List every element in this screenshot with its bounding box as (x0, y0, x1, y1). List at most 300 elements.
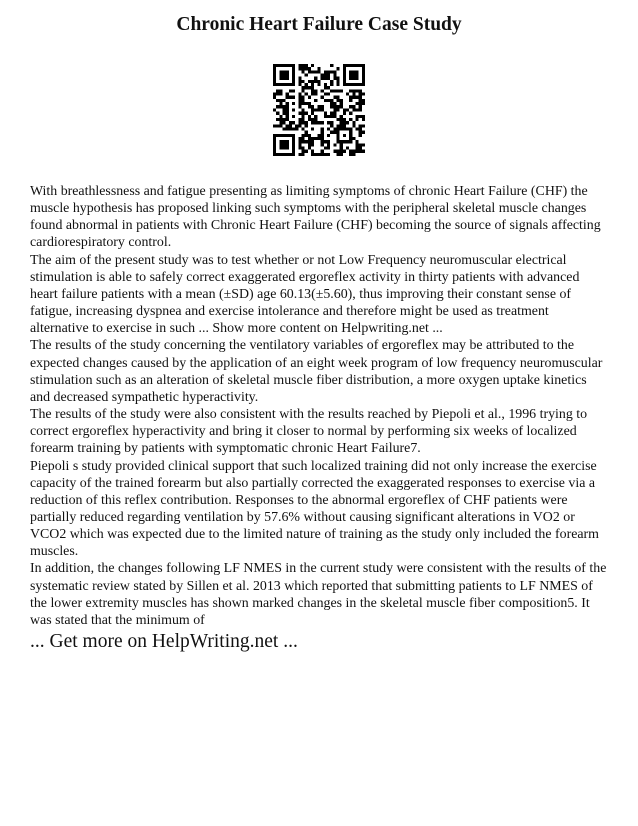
qr-module (359, 143, 362, 146)
qr-module (279, 102, 282, 105)
qr-module (305, 121, 308, 124)
qr-module (333, 102, 336, 105)
paragraph: Piepoli s study provided clinical support that such localized training did not only increase the exercise capacity of the trained forearm but also partially corrected the exaggerated responses to exercise via a reduction of this reflex contribution. Responses to the abnormal ergoreflex of CHF patients were partially reduced regarding ventilation by 57.6% without causing significant alterations in VO2 or VCO2 which was expected due to the limited nature of training as the study only included the forearm muscles. (30, 458, 599, 560)
qr-module (302, 112, 305, 115)
qr-module (311, 89, 314, 92)
qr-module (349, 77, 352, 80)
qr-module (283, 146, 286, 149)
qr-module (314, 108, 317, 111)
qr-module (283, 77, 286, 80)
qr-module (355, 115, 358, 118)
qr-module (286, 93, 289, 96)
qr-module (302, 146, 305, 149)
qr-module (298, 118, 301, 121)
qr-module (273, 93, 276, 96)
qr-module (355, 108, 358, 111)
qr-module (330, 64, 333, 67)
qr-module (355, 74, 358, 77)
qr-module (298, 140, 301, 143)
qr-module (302, 102, 305, 105)
qr-module (346, 127, 349, 130)
qr-module (273, 74, 276, 77)
qr-module (362, 93, 365, 96)
qr-module (343, 127, 346, 130)
qr-module (279, 64, 282, 67)
qr-module (317, 105, 320, 108)
qr-module (336, 127, 339, 130)
qr-module (352, 64, 355, 67)
qr-module (330, 70, 333, 73)
qr-module (340, 124, 343, 127)
qr-module (279, 143, 282, 146)
qr-module (286, 143, 289, 146)
qr-module (302, 96, 305, 99)
qr-module (302, 86, 305, 89)
qr-module (302, 67, 305, 70)
qr-module (273, 143, 276, 146)
qr-module (362, 115, 365, 118)
qr-module (276, 124, 279, 127)
qr-module (273, 153, 276, 156)
qr-module (286, 102, 289, 105)
qr-module (273, 67, 276, 70)
qr-module (283, 64, 286, 67)
qr-module (333, 74, 336, 77)
qr-module (362, 80, 365, 83)
qr-module (298, 124, 301, 127)
qr-module (333, 108, 336, 111)
qr-module (362, 64, 365, 67)
qr-module (286, 77, 289, 80)
qr-module (283, 99, 286, 102)
qr-module (340, 118, 343, 121)
qr-module (355, 150, 358, 153)
qr-module (289, 64, 292, 67)
qr-module (327, 86, 330, 89)
qr-module (321, 150, 324, 153)
qr-module (336, 140, 339, 143)
paragraph: In addition, the changes following LF NMES in the current study were consistent with the results of the systematic review stated by Sillen et al. 2013 which reported that submitting patients to LF NMES of the lower extremity muscles has shown marked changes in the skeletal muscle fiber composition5. It was stated that the minimum of (30, 561, 607, 628)
qr-module (292, 83, 295, 86)
qr-module (286, 112, 289, 115)
qr-module (298, 83, 301, 86)
qr-module (308, 105, 311, 108)
qr-module (359, 124, 362, 127)
qr-module (343, 124, 346, 127)
qr-module (286, 70, 289, 73)
qr-module (355, 102, 358, 105)
qr-module (355, 146, 358, 149)
qr-module (283, 74, 286, 77)
qr-module (311, 112, 314, 115)
qr-module (340, 89, 343, 92)
qr-module (333, 127, 336, 130)
qr-module (340, 115, 343, 118)
qr-module (311, 143, 314, 146)
qr-code-graphic (273, 64, 365, 156)
qr-module (349, 131, 352, 134)
qr-module (308, 102, 311, 105)
qr-module (362, 83, 365, 86)
qr-module (298, 137, 301, 140)
qr-module (359, 64, 362, 67)
qr-module (308, 140, 311, 143)
qr-module (349, 118, 352, 121)
qr-module (292, 153, 295, 156)
qr-module (359, 102, 362, 105)
qr-module (311, 105, 314, 108)
qr-module (308, 80, 311, 83)
qr-module (349, 105, 352, 108)
qr-module (359, 127, 362, 130)
qr-module (346, 93, 349, 96)
qr-module (273, 83, 276, 86)
qr-module (359, 89, 362, 92)
article-body (30, 183, 610, 629)
qr-module (324, 83, 327, 86)
qr-module (276, 134, 279, 137)
qr-module (292, 146, 295, 149)
qr-module (283, 134, 286, 137)
qr-module (340, 102, 343, 105)
qr-module (286, 83, 289, 86)
qr-module (314, 118, 317, 121)
qr-module (314, 89, 317, 92)
qr-module (279, 140, 282, 143)
qr-module (362, 70, 365, 73)
qr-module (324, 93, 327, 96)
qr-module (349, 99, 352, 102)
qr-module (355, 83, 358, 86)
qr-module (314, 137, 317, 140)
qr-module (343, 108, 346, 111)
qr-module (302, 118, 305, 121)
qr-module (333, 150, 336, 153)
qr-module (298, 77, 301, 80)
qr-module (305, 93, 308, 96)
qr-module (349, 153, 352, 156)
qr-module (340, 146, 343, 149)
qr-module (327, 153, 330, 156)
qr-module (311, 64, 314, 67)
qr-module (321, 108, 324, 111)
qr-module (330, 131, 333, 134)
qr-module (298, 99, 301, 102)
qr-module (283, 118, 286, 121)
qr-module (311, 86, 314, 89)
qr-module (355, 143, 358, 146)
qr-module (305, 140, 308, 143)
qr-module (305, 64, 308, 67)
qr-module (340, 143, 343, 146)
qr-module (327, 134, 330, 137)
qr-module (359, 150, 362, 153)
qr-module (352, 153, 355, 156)
qr-module (343, 121, 346, 124)
qr-module (292, 67, 295, 70)
qr-module (349, 134, 352, 137)
qr-module (276, 93, 279, 96)
qr-module (330, 105, 333, 108)
qr-module (298, 105, 301, 108)
document-title: Chronic Heart Failure Case Study (176, 14, 462, 35)
qr-module (308, 118, 311, 121)
qr-module (349, 140, 352, 143)
qr-module (327, 146, 330, 149)
qr-module (302, 137, 305, 140)
qr-module (311, 153, 314, 156)
qr-module (286, 64, 289, 67)
qr-module (327, 127, 330, 130)
qr-module (359, 96, 362, 99)
get-more-link[interactable]: ... Get more on HelpWriting.net ... (30, 631, 298, 652)
qr-module (292, 80, 295, 83)
qr-module (305, 131, 308, 134)
qr-module (336, 77, 339, 80)
qr-module (279, 77, 282, 80)
qr-module (324, 146, 327, 149)
qr-module (273, 70, 276, 73)
qr-module (343, 70, 346, 73)
qr-module (317, 121, 320, 124)
qr-module (302, 64, 305, 67)
qr-module (286, 105, 289, 108)
qr-module (336, 89, 339, 92)
qr-module (352, 93, 355, 96)
qr-module (346, 64, 349, 67)
qr-module (289, 153, 292, 156)
qr-module (302, 150, 305, 153)
qr-module (305, 86, 308, 89)
qr-module (302, 140, 305, 143)
qr-module (330, 124, 333, 127)
qr-module (273, 137, 276, 140)
qr-module (362, 102, 365, 105)
qr-module (349, 70, 352, 73)
qr-module (292, 70, 295, 73)
paragraph: The aim of the present study was to test whether or not Low Frequency neuromuscular electrical stimulation is able to safely correct exaggerated ergoreflex activity in thirty patients with advanced heart failure patients with a mean (±SD) age 60.13(±5.60), thus improving their constant sense of fatigue, increasing dyspnea and exercise intolerance and therefore might be used as treatment alternative to exercise in such ... Show more content on Helpwriting.net ... (30, 252, 580, 337)
qr-module (311, 150, 314, 153)
qr-module (317, 108, 320, 111)
qr-module (343, 74, 346, 77)
qr-module (340, 153, 343, 156)
qr-module (340, 121, 343, 124)
qr-module (343, 67, 346, 70)
qr-module (302, 70, 305, 73)
qr-module (292, 150, 295, 153)
qr-module (355, 89, 358, 92)
qr-module (279, 118, 282, 121)
qr-module (308, 86, 311, 89)
qr-module (279, 83, 282, 86)
qr-module (349, 112, 352, 115)
qr-module (298, 146, 301, 149)
qr-module (308, 115, 311, 118)
qr-module (362, 74, 365, 77)
qr-module (349, 89, 352, 92)
qr-module (321, 74, 324, 77)
qr-module (289, 83, 292, 86)
qr-module (286, 153, 289, 156)
qr-module (359, 115, 362, 118)
qr-module (359, 83, 362, 86)
qr-module (314, 70, 317, 73)
qr-module (359, 134, 362, 137)
qr-module (343, 112, 346, 115)
qr-module (321, 131, 324, 134)
qr-module (321, 153, 324, 156)
qr-module (352, 121, 355, 124)
qr-module (279, 74, 282, 77)
qr-module (321, 105, 324, 108)
qr-module (327, 70, 330, 73)
qr-module (349, 137, 352, 140)
qr-module (321, 143, 324, 146)
qr-module (273, 150, 276, 153)
paragraph: With breathlessness and fatigue presenting as limiting symptoms of chronic Heart Failure (CHF) the muscle hypothesis has proposed linking such symptoms with the peripheral skeletal muscle changes found abnormal in patients with Chronic Heart Failure (CHF) becoming the source of signals affecting cardiorespiratory control. (30, 184, 601, 251)
qr-module (336, 67, 339, 70)
qr-module (283, 143, 286, 146)
qr-module (311, 140, 314, 143)
qr-module (308, 143, 311, 146)
qr-module (340, 140, 343, 143)
qr-module (311, 83, 314, 86)
qr-module (317, 70, 320, 73)
qr-module (292, 102, 295, 105)
qr-module (292, 108, 295, 111)
qr-module (359, 108, 362, 111)
qr-module (279, 70, 282, 73)
qr-module (273, 134, 276, 137)
qr-module (273, 108, 276, 111)
qr-module (308, 146, 311, 149)
qr-module (333, 105, 336, 108)
qr-module (276, 118, 279, 121)
qr-module (302, 108, 305, 111)
qr-module (273, 96, 276, 99)
qr-module (355, 118, 358, 121)
qr-module (324, 74, 327, 77)
qr-module (324, 99, 327, 102)
qr-module (308, 67, 311, 70)
qr-module (352, 74, 355, 77)
qr-module (292, 77, 295, 80)
qr-module (349, 127, 352, 130)
qr-module (324, 140, 327, 143)
qr-module (279, 93, 282, 96)
qr-module (352, 89, 355, 92)
qr-module (346, 140, 349, 143)
qr-module (324, 153, 327, 156)
qr-module (289, 89, 292, 92)
qr-module (305, 150, 308, 153)
qr-module (317, 83, 320, 86)
qr-module (362, 99, 365, 102)
qr-module (343, 140, 346, 143)
qr-module (286, 127, 289, 130)
qr-module (330, 89, 333, 92)
qr-module (327, 99, 330, 102)
qr-module (327, 115, 330, 118)
qr-module (308, 70, 311, 73)
qr-module (286, 124, 289, 127)
qr-module (327, 140, 330, 143)
qr-module (340, 150, 343, 153)
qr-module (330, 115, 333, 118)
qr-module (321, 134, 324, 137)
qr-module (311, 108, 314, 111)
qr-module (276, 99, 279, 102)
qr-module (302, 153, 305, 156)
qr-module (336, 124, 339, 127)
qr-module (311, 70, 314, 73)
qr-module (333, 131, 336, 134)
qr-module (352, 150, 355, 153)
qr-module (279, 146, 282, 149)
qr-module (330, 121, 333, 124)
qr-module (321, 77, 324, 80)
qr-module (327, 121, 330, 124)
qr-module (314, 99, 317, 102)
qr-module (340, 99, 343, 102)
qr-module (298, 121, 301, 124)
qr-module (349, 74, 352, 77)
qr-module (295, 127, 298, 130)
qr-module (279, 89, 282, 92)
qr-module (292, 115, 295, 118)
qr-module (308, 96, 311, 99)
qr-module (302, 115, 305, 118)
qr-module (327, 143, 330, 146)
qr-module (333, 89, 336, 92)
qr-module (349, 83, 352, 86)
qr-module (276, 83, 279, 86)
qr-module (349, 64, 352, 67)
qr-module (346, 108, 349, 111)
qr-module (298, 102, 301, 105)
qr-module (343, 134, 346, 137)
qr-module (308, 134, 311, 137)
qr-module (343, 150, 346, 153)
qr-module (298, 64, 301, 67)
qr-module (333, 143, 336, 146)
qr-module (286, 118, 289, 121)
qr-module (359, 105, 362, 108)
qr-module (305, 112, 308, 115)
qr-module (298, 96, 301, 99)
qr-module (352, 83, 355, 86)
qr-code-icon[interactable] (273, 64, 365, 156)
qr-module (286, 146, 289, 149)
qr-module (283, 108, 286, 111)
qr-module (279, 153, 282, 156)
qr-module (273, 64, 276, 67)
qr-module (343, 83, 346, 86)
qr-module (279, 99, 282, 102)
qr-module (352, 105, 355, 108)
qr-module (286, 96, 289, 99)
qr-module (286, 108, 289, 111)
qr-module (314, 93, 317, 96)
qr-module (336, 131, 339, 134)
qr-module (276, 89, 279, 92)
qr-module (333, 70, 336, 73)
qr-module (336, 96, 339, 99)
qr-module (362, 118, 365, 121)
qr-module (298, 67, 301, 70)
qr-module (336, 134, 339, 137)
qr-module (279, 115, 282, 118)
